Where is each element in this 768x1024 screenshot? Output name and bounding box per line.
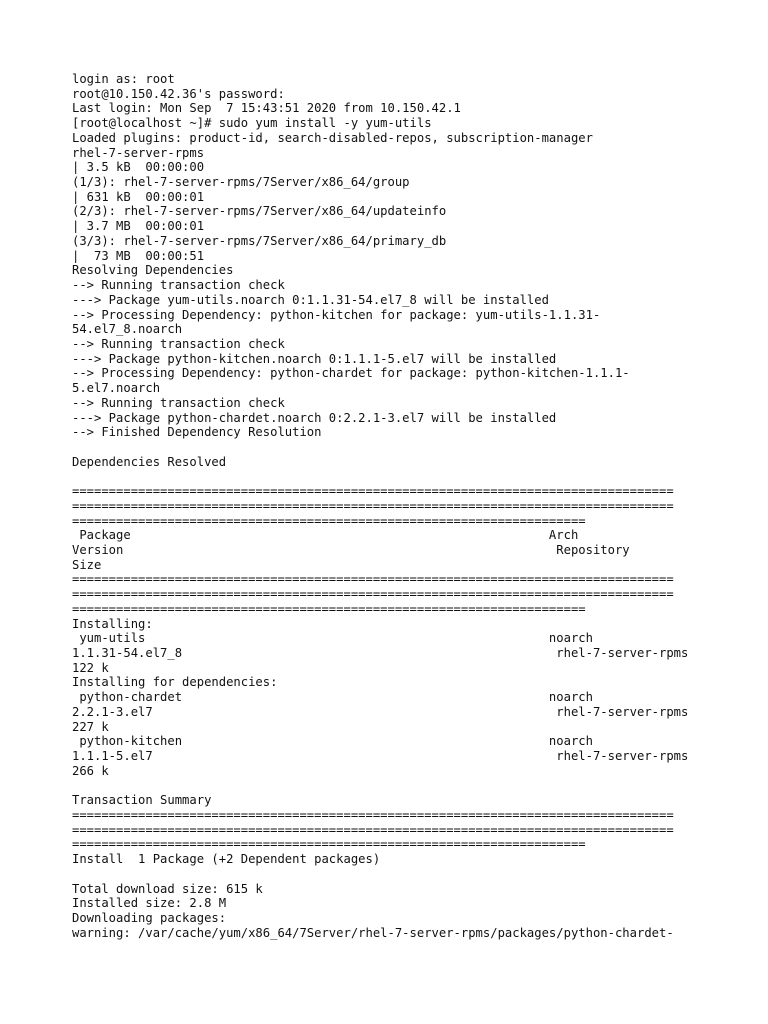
terminal-line: Installed size: 2.8 M: [72, 896, 227, 911]
terminal-line: ======================================================================: [72, 513, 586, 528]
terminal-line: Downloading packages:: [72, 910, 227, 925]
terminal-line: ---> Package python-chardet.noarch 0:2.2.1-3.el7 will be installed: [72, 410, 557, 425]
terminal-line: --> Running transaction check: [72, 278, 285, 293]
terminal-line: Dependencies Resolved: [72, 454, 227, 469]
terminal-line: ======================================================================: [72, 601, 586, 616]
terminal-output: [72, 72, 712, 940]
terminal-line: [72, 440, 712, 455]
terminal-line: login as: root: [72, 72, 175, 86]
terminal-line: Version Repository: [72, 543, 630, 557]
terminal-line: | 73 MB 00:00:51: [72, 248, 205, 263]
terminal-line: 227 k: [72, 719, 109, 734]
terminal-line: [root@localhost ~]# sudo yum install -y yum-utils: [72, 116, 432, 131]
terminal-line: (3/3): rhel-7-server-rpms/7Server/x86_64/primary_db: [72, 233, 447, 248]
terminal-line: ==================================================================================: [72, 807, 674, 822]
terminal-line: python-kitchen noarch: [72, 734, 593, 749]
terminal-line: yum-utils noarch: [72, 631, 593, 646]
terminal-line: 2.2.1-3.el7 rhel-7-server-rpms: [72, 704, 689, 719]
terminal-line: --> Running transaction check: [72, 395, 285, 410]
terminal-line: --> Processing Dependency: python-chardet for package: python-kitchen-1.1.1-: [72, 366, 630, 381]
terminal-line: [72, 867, 712, 882]
terminal-line: --> Running transaction check: [72, 336, 285, 351]
terminal-line: ==================================================================================: [72, 498, 674, 513]
terminal-line: root@10.150.42.36's password:: [72, 86, 285, 101]
terminal-line: ==================================================================================: [72, 587, 674, 602]
terminal-line: ==================================================================================: [72, 572, 674, 587]
terminal-line: Resolving Dependencies: [72, 263, 234, 278]
terminal-line: Installing for dependencies:: [72, 675, 278, 690]
terminal-line: rhel-7-server-rpms: [72, 145, 205, 160]
terminal-line: --> Finished Dependency Resolution: [72, 425, 322, 440]
terminal-line: Installing:: [72, 616, 153, 631]
terminal-line: [72, 469, 712, 484]
terminal-line: [72, 779, 712, 794]
terminal-line: Size: [72, 557, 102, 572]
terminal-line: 54.el7_8.noarch: [72, 322, 183, 337]
terminal-line: Install 1 Package (+2 Dependent packages): [72, 852, 381, 867]
terminal-line: 266 k: [72, 763, 109, 778]
terminal-line: --> Processing Dependency: python-kitchen for package: yum-utils-1.1.31-: [72, 307, 601, 322]
terminal-line: ---> Package yum-utils.noarch 0:1.1.31-54.el7_8 will be installed: [72, 292, 549, 307]
terminal-line: Transaction Summary: [72, 793, 212, 808]
terminal-line: (2/3): rhel-7-server-rpms/7Server/x86_64/updateinfo: [72, 204, 447, 219]
terminal-line: 1.1.1-5.el7 rhel-7-server-rpms: [72, 749, 689, 764]
terminal-line: Last login: Mon Sep 7 15:43:51 2020 from 10.150.42.1: [72, 101, 461, 116]
terminal-line: Package Arch: [72, 528, 579, 543]
terminal-line: | 3.5 kB 00:00:00: [72, 160, 205, 175]
terminal-line: (1/3): rhel-7-server-rpms/7Server/x86_64/group: [72, 175, 410, 190]
terminal-line: 122 k: [72, 660, 109, 675]
terminal-line: 5.el7.noarch: [72, 381, 161, 396]
terminal-line: | 3.7 MB 00:00:01: [72, 219, 205, 234]
terminal-line: Total download size: 615 k: [72, 881, 263, 896]
terminal-line: | 631 kB 00:00:01: [72, 189, 205, 204]
terminal-line: ==================================================================================: [72, 822, 674, 837]
terminal-line: 1.1.31-54.el7_8 rhel-7-server-rpms: [72, 646, 689, 661]
terminal-line: warning: /var/cache/yum/x86_64/7Server/rhel-7-server-rpms/packages/python-chardet-: [72, 925, 674, 940]
terminal-line: python-chardet noarch: [72, 690, 593, 705]
terminal-line: Loaded plugins: product-id, search-disabled-repos, subscription-manager: [72, 130, 593, 145]
terminal-line: ==================================================================================: [72, 484, 674, 499]
terminal-line: ---> Package python-kitchen.noarch 0:1.1.1-5.el7 will be installed: [72, 351, 557, 366]
terminal-line: ======================================================================: [72, 837, 586, 852]
